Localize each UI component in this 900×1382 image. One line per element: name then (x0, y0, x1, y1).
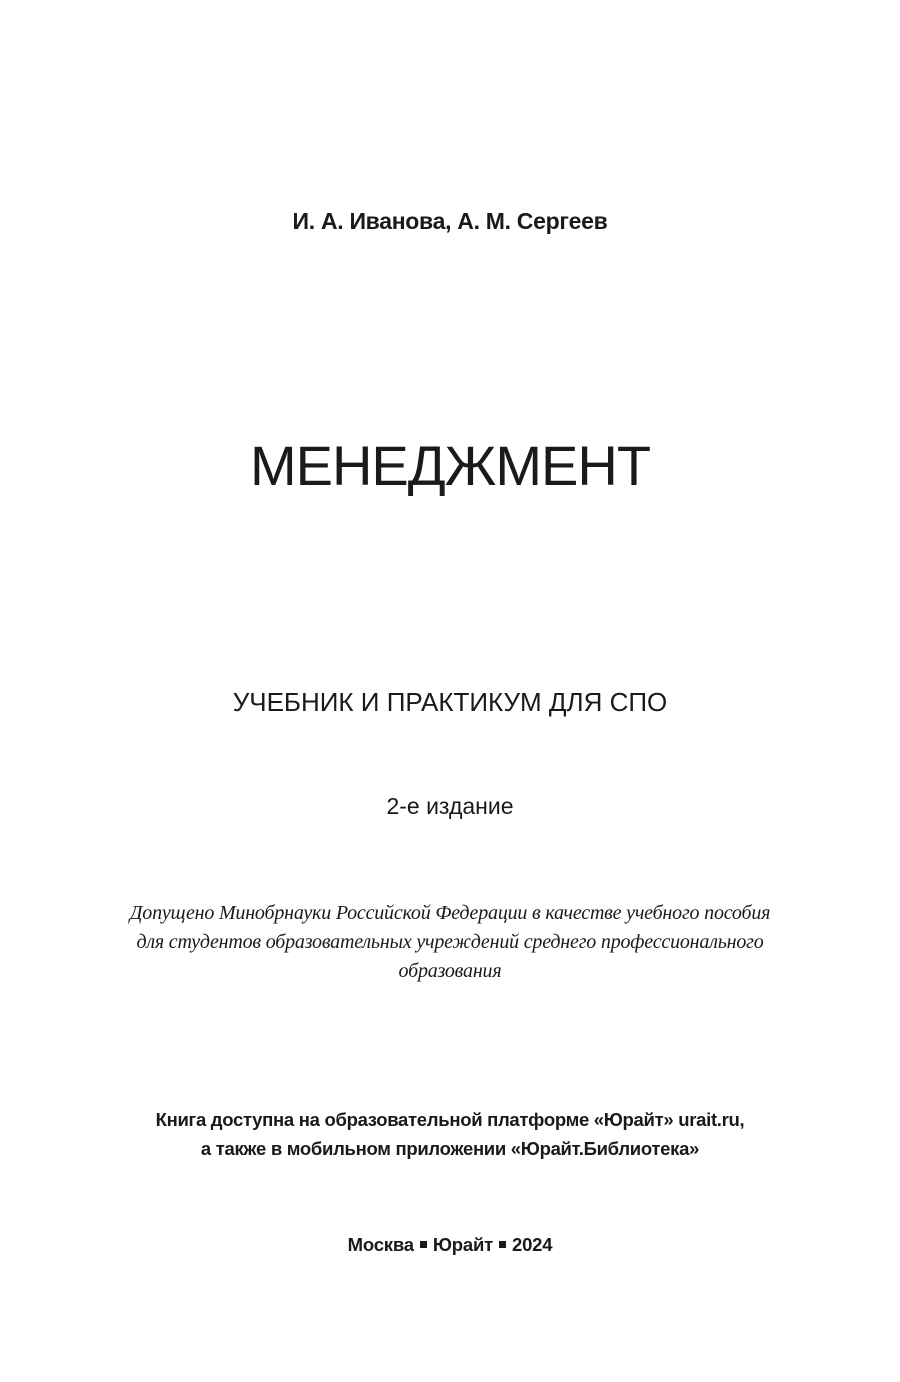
authors: И. А. Иванова, А. М. Сергеев (292, 208, 608, 234)
edition: 2-е издание (386, 793, 514, 819)
imprint-publisher: Юрайт (432, 1234, 493, 1255)
availability-line: а также в мобильном приложении «Юрайт.Библиотека» (200, 1138, 700, 1159)
separator-square-icon (420, 1241, 427, 1248)
approval-statement (0, 899, 900, 986)
separator-square-icon (499, 1241, 506, 1248)
approval-line: Допущено Минобрнауки Российской Федерации в качестве учебного пособия (129, 902, 771, 924)
book-subtitle: УЧЕБНИК И ПРАКТИКУМ ДЛЯ СПО (232, 687, 668, 717)
approval-line: образования (398, 960, 502, 982)
availability-line: Книга доступна на образовательной платформе «Юрайт» urait.ru, (155, 1109, 745, 1130)
imprint-year: 2024 (511, 1234, 553, 1255)
imprint (0, 1231, 900, 1259)
book-title: МЕНЕДЖМЕНТ (249, 434, 651, 497)
imprint-city: Москва (347, 1234, 414, 1255)
availability-note (0, 1105, 900, 1163)
approval-line: для студентов образовательных учреждений среднего профессионального (136, 931, 764, 953)
